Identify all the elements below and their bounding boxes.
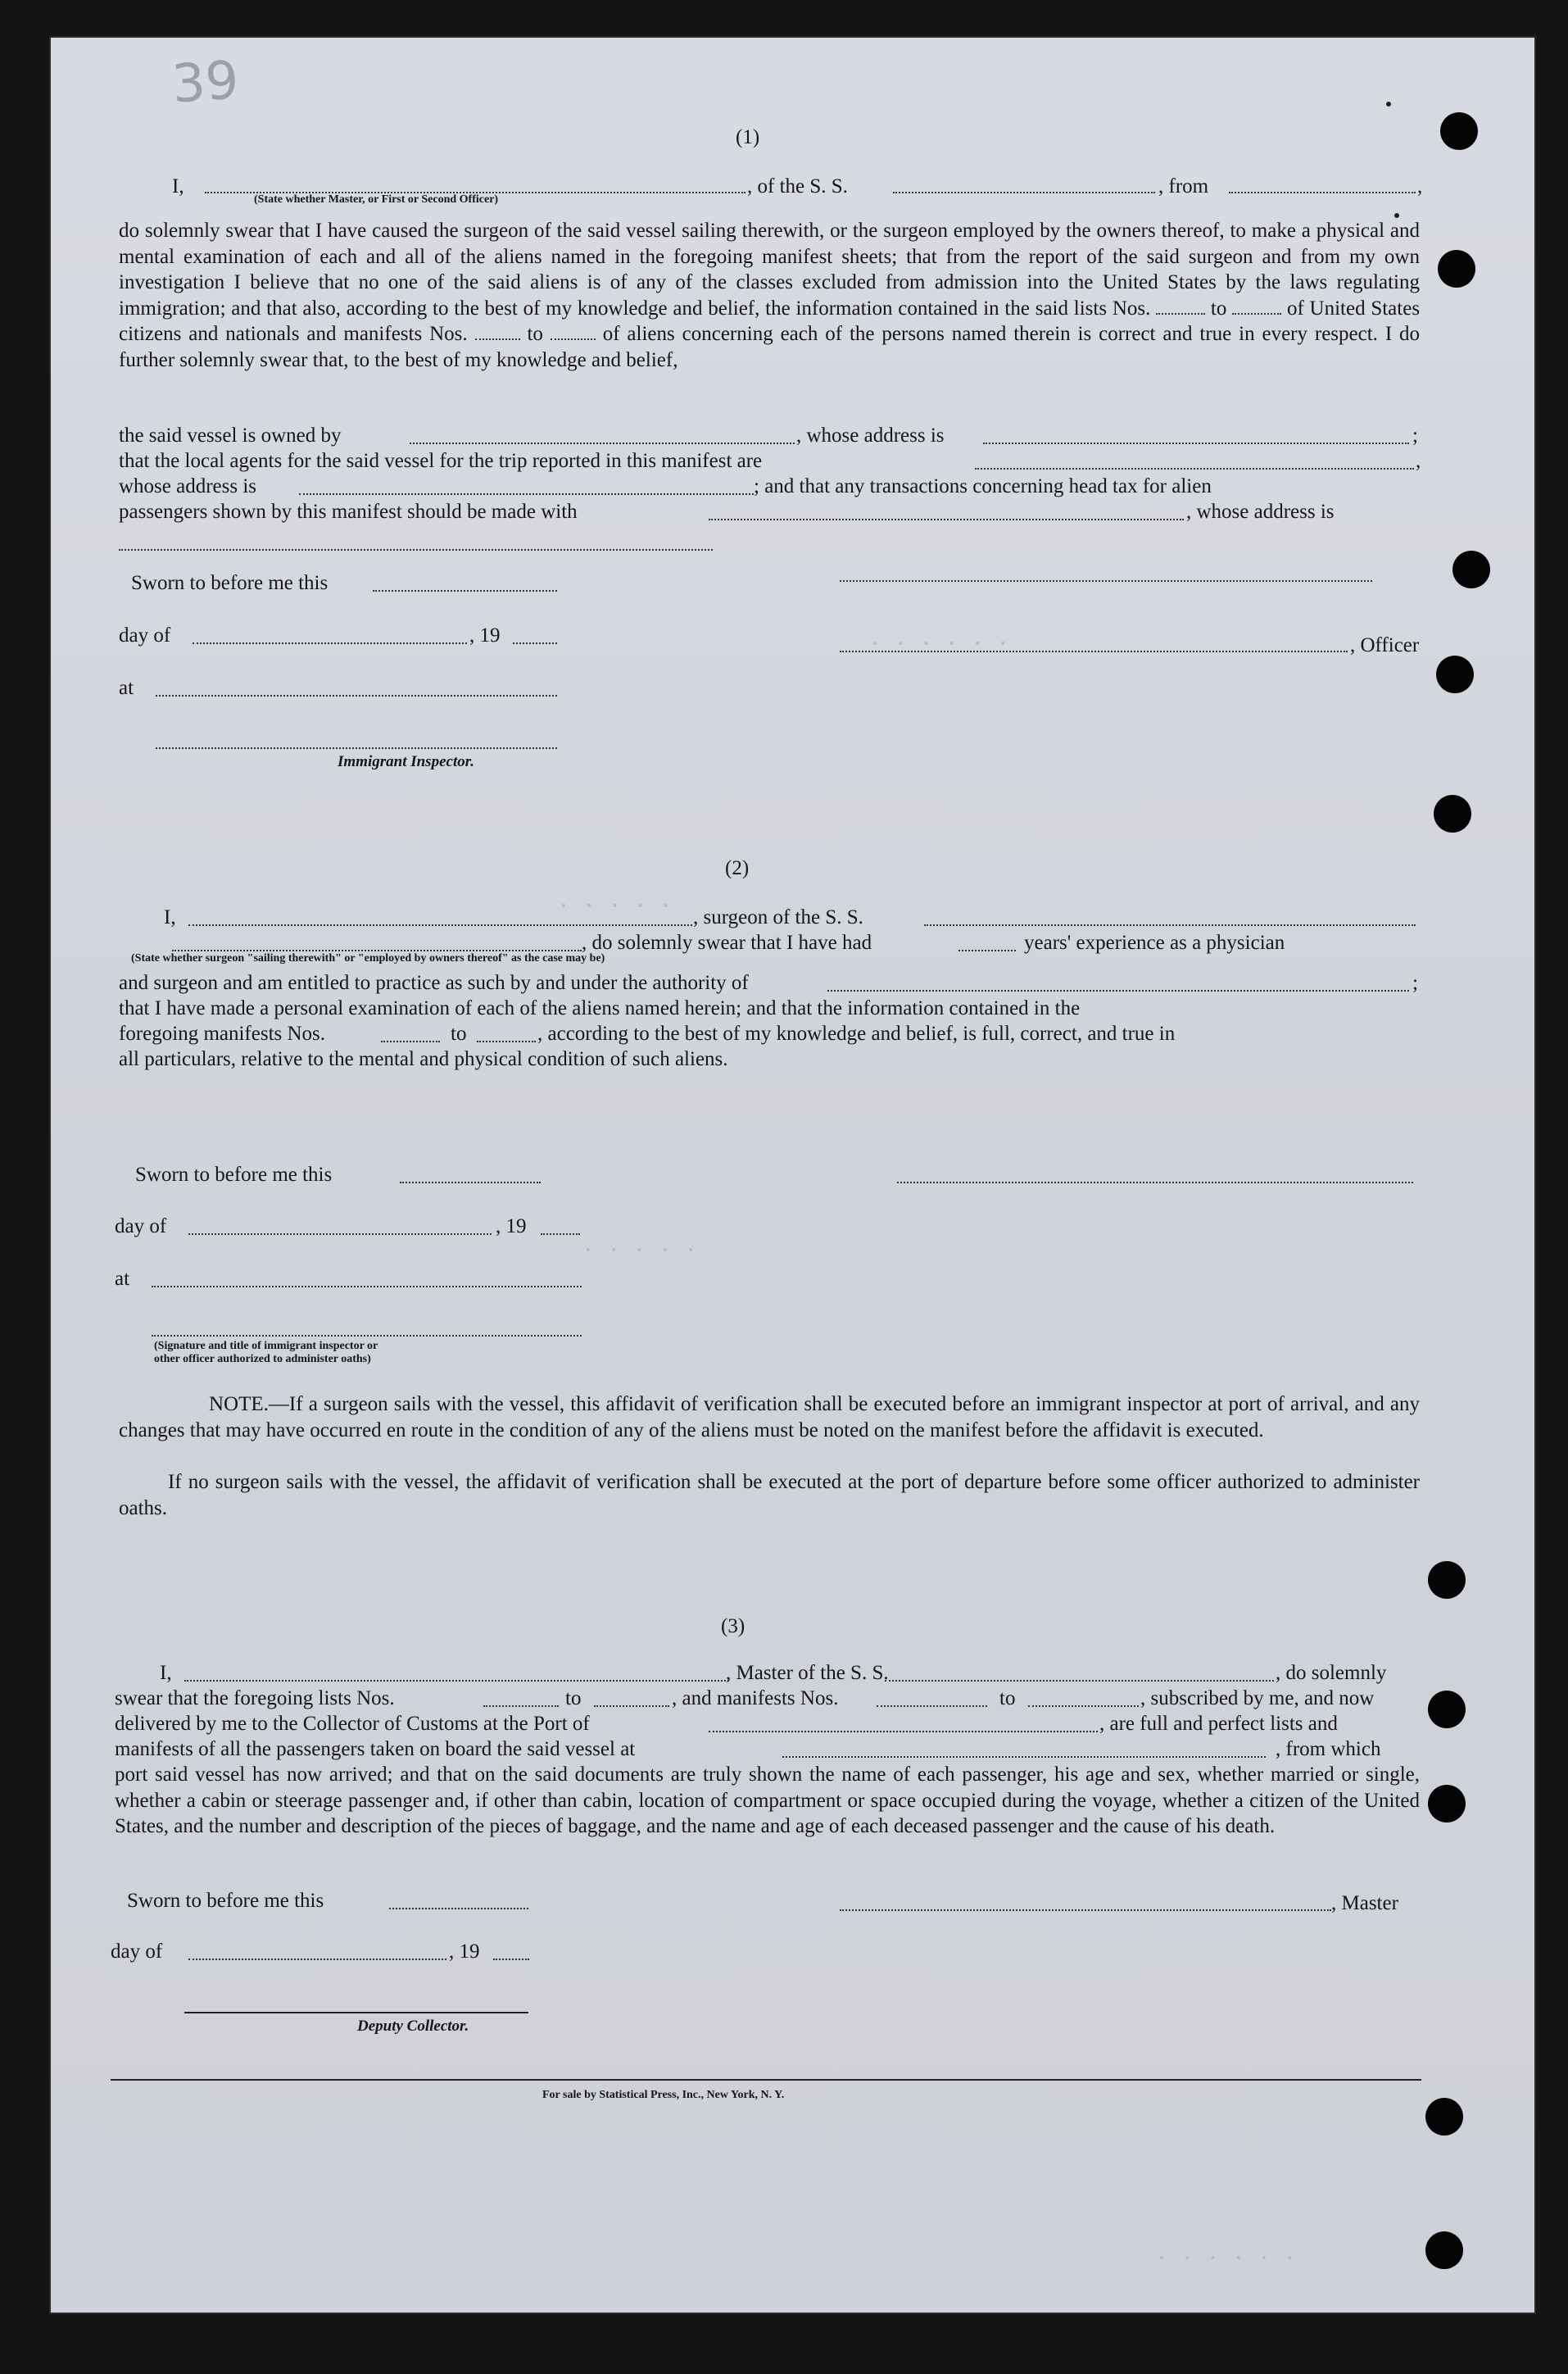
section2-year-field xyxy=(541,1233,580,1235)
surgeon-capacity-field xyxy=(172,950,582,951)
section2-right-line xyxy=(897,1182,1413,1183)
authority-semicolon: ; xyxy=(1412,972,1418,994)
owner-address-label: , whose address is xyxy=(796,424,945,447)
surgeon-swear-text: , do solemnly swear that I have had xyxy=(582,932,872,954)
section2-day-of: day of xyxy=(115,1215,167,1237)
immigrant-inspector-label: Immigrant Inspector. xyxy=(338,753,474,770)
binder-hole xyxy=(1440,112,1478,150)
section3-number: (3) xyxy=(721,1615,745,1637)
section1-day-field xyxy=(193,642,467,644)
section1-oath-paragraph xyxy=(119,218,1420,373)
from-port-field xyxy=(1229,192,1416,193)
section3-year: , 19 xyxy=(449,1941,480,1963)
according-text: , according to the best of my knowledge and belief, is full, correct, and true in xyxy=(537,1023,1176,1045)
bleed-through-text-2: . . . . . xyxy=(557,888,673,913)
foregoing-manifests-text: foregoing manifests Nos. xyxy=(119,1023,326,1045)
binder-hole xyxy=(1428,1691,1466,1728)
head-tax-address-label: , whose address is xyxy=(1186,501,1335,523)
section2-from-field xyxy=(381,1041,440,1042)
manifests-of-text: manifests of all the passengers taken on board the said vessel at xyxy=(115,1738,636,1760)
note-paragraph-1: NOTE.—If a surgeon sails with the vessel, this affidavit of verification shall be executed before an immigrant inspector at port of arrival, and any changes that may have occurred en route in the condition of any of the aliens must be noted on the manifest before the affidavit is executed. xyxy=(119,1393,1420,1441)
bleed-through-text-1: . . . . . . xyxy=(868,626,1010,651)
years-experience-field xyxy=(958,950,1016,951)
vessel-name-field xyxy=(893,192,1155,193)
section2-at-field xyxy=(152,1286,582,1287)
section1-sworn-field xyxy=(373,590,557,592)
section1-from: , from xyxy=(1158,175,1209,197)
section3-day-of: day of xyxy=(111,1941,163,1963)
section3-oath-paragraph: port said vessel has now arrived; and that on the said documents are truly shown the name of each passenger, his age and sex, whether married or single, whether a cabin or steerage passenger and, if other than cabin, location of compartment or space occupied during the voyage, whether a citizen of the United States, and the number and description of the pieces of baggage, and the name and age of each deceased passenger and the cause of his death. xyxy=(115,1763,1420,1837)
collector-port-field xyxy=(709,1731,1098,1732)
section3-list-from-field xyxy=(483,1705,559,1707)
section2-state-note: (State whether surgeon "sailing therewith" or "employed by owners thereof" as the case may be) xyxy=(131,952,605,965)
section1-I: I, xyxy=(172,175,184,197)
do-solemnly-text: , do solemnly xyxy=(1276,1662,1387,1684)
owner-address-field xyxy=(983,443,1409,444)
section1-at: at xyxy=(119,677,134,699)
binder-hole xyxy=(1438,250,1475,288)
transactions-text: ; and that any transactions concerning head tax for alien xyxy=(754,475,1212,497)
head-tax-agent-field xyxy=(709,519,1184,520)
section1-para-part2: of United States citizens and nationals and manifests Nos. xyxy=(119,297,1421,345)
section2-sworn-field xyxy=(400,1182,541,1183)
agent-address-field xyxy=(299,493,754,495)
section3-manifest-from-field xyxy=(877,1705,987,1707)
surgeon-name-field xyxy=(188,924,692,926)
inspector-signature-line xyxy=(156,747,557,749)
master-of-label: , Master of the S. S. xyxy=(726,1662,889,1684)
binder-hole xyxy=(1425,2098,1463,2136)
deputy-collector-label: Deputy Collector. xyxy=(357,2018,469,2035)
section2-day-field xyxy=(188,1233,492,1235)
section3-manifest-to-field xyxy=(1028,1705,1139,1707)
authority-field xyxy=(827,990,1409,992)
section1-to: to xyxy=(1210,297,1227,320)
footer-printer-note: For sale by Statistical Press, Inc., New York, N. Y. xyxy=(542,2089,785,2101)
section1-of-ss: , of the S. S. xyxy=(747,175,848,197)
footer-rule xyxy=(111,2079,1421,2081)
local-agents-field xyxy=(975,468,1414,470)
section1-year-field xyxy=(513,642,557,644)
agent-address-label: whose address is xyxy=(119,475,257,497)
alien-manifest-to-field xyxy=(551,332,596,340)
and-manifests-text: , and manifests Nos. xyxy=(672,1687,839,1709)
binder-hole xyxy=(1428,1785,1466,1822)
local-agents-comma: , xyxy=(1416,450,1421,472)
head-tax-address-field xyxy=(119,549,713,551)
surgeon-of-label: , surgeon of the S. S. xyxy=(693,906,863,928)
delivered-text: delivered by me to the Collector of Customs at the Port of xyxy=(115,1713,590,1735)
years-experience-text: years' experience as a physician xyxy=(1024,932,1285,954)
section3-year-field xyxy=(493,1959,529,1960)
swear-lists-text: swear that the foregoing lists Nos. xyxy=(115,1687,395,1709)
section1-to-2: to xyxy=(527,323,543,345)
officer-label: , Officer xyxy=(1350,634,1420,656)
binder-hole xyxy=(1425,2231,1463,2269)
section3-sworn-label: Sworn to before me this xyxy=(127,1890,324,1912)
particulars-text: all particulars, relative to the mental and physical condition of such aliens. xyxy=(119,1048,728,1070)
officer-signature-top-line xyxy=(840,580,1372,582)
section2-year: , 19 xyxy=(496,1215,527,1237)
local-agents-label: that the local agents for the said vessel for the trip reported in this manifest are xyxy=(119,450,763,472)
master-signature-line xyxy=(840,1909,1331,1911)
passengers-text: passengers shown by this manifest should be made with xyxy=(119,501,578,523)
section3-master-name-field xyxy=(184,1680,729,1682)
speck-mark xyxy=(1386,102,1391,107)
section2-sworn-label: Sworn to before me this xyxy=(135,1164,333,1186)
section2-number: (2) xyxy=(725,857,750,879)
section2-I: I, xyxy=(164,906,176,928)
citizen-list-from-field xyxy=(1156,306,1205,315)
section1-at-field xyxy=(156,695,557,697)
section1-day-of: day of xyxy=(119,624,171,647)
section1-para-part1: do solemnly swear that I have caused the surgeon of the said vessel sailing therewith, or the surgeon employed by the owners thereof, to make a physical and mental examination of each and all of the aliens named in the foregoing manifest sheets; that from the report of the said surgeon and from my own investigation I believe that no one of the said aliens is of any of the classes excluded from admission into the United States by the laws regulating immigration; and that also, according to the best of my knowledge and belief, the information contained in the said lists Nos. xyxy=(119,220,1420,320)
manifest-affidavit-sheet xyxy=(49,36,1536,2314)
speck-mark xyxy=(1394,213,1399,218)
embarkation-port-field xyxy=(782,1756,1266,1758)
section1-state-note: (State whether Master, or First or Second Officer) xyxy=(254,193,499,206)
section2-to: to xyxy=(451,1023,467,1045)
officer-signature-line xyxy=(840,651,1348,652)
section2-signature-line xyxy=(152,1335,582,1337)
deputy-signature-line xyxy=(184,2012,528,2013)
section3-vessel-field xyxy=(885,1680,1274,1682)
section3-to-2: to xyxy=(999,1687,1016,1709)
section1-para-part3: of aliens concerning each of the persons named therein is correct and true in every respect. I do further solemnly swear that, to the best of my knowledge and belief, xyxy=(119,323,1421,371)
section1-number: (1) xyxy=(736,126,760,148)
pencil-page-mark: 39 xyxy=(170,50,241,116)
section3-day-field xyxy=(188,1959,446,1960)
section2-vessel-field xyxy=(924,924,1416,926)
master-label: , Master xyxy=(1331,1892,1398,1914)
section1-comma: , xyxy=(1417,175,1423,197)
alien-manifest-from-field xyxy=(475,332,520,340)
binder-hole xyxy=(1434,795,1471,833)
full-perfect-text: , are full and perfect lists and xyxy=(1099,1713,1338,1735)
section3-sworn-field xyxy=(389,1908,528,1909)
section2-at: at xyxy=(115,1268,130,1290)
subscribed-text: , subscribed by me, and now xyxy=(1140,1687,1375,1709)
section3-to: to xyxy=(565,1687,582,1709)
binder-hole xyxy=(1452,551,1490,588)
binder-hole xyxy=(1436,656,1474,693)
binder-hole xyxy=(1428,1561,1466,1599)
section1-sworn-label: Sworn to before me this xyxy=(131,572,329,594)
section3-list-to-field xyxy=(594,1705,669,1707)
from-which-text: , from which xyxy=(1276,1738,1381,1760)
section2-to-field xyxy=(477,1041,536,1042)
section3-I: I, xyxy=(160,1662,172,1684)
note-paragraph-2: If no surgeon sails with the vessel, the affidavit of verification shall be executed at the port of departure before some officer authorized to administer oaths. xyxy=(119,1471,1420,1519)
owner-field xyxy=(410,443,795,444)
bleed-through-text-4: . . . . . . xyxy=(1155,2240,1297,2265)
citizen-list-to-field xyxy=(1232,306,1281,315)
section2-signature-note: (Signature and title of immigrant inspector or other officer authorized to administer oaths) xyxy=(154,1340,378,1365)
section1-year: , 19 xyxy=(469,624,501,647)
authority-text: and surgeon and am entitled to practice as such by and under the authority of xyxy=(119,972,749,994)
personal-exam-text: that I have made a personal examination of each of the aliens named herein; and that the information contained in the xyxy=(119,997,1081,1019)
owner-semicolon: ; xyxy=(1412,424,1418,447)
bleed-through-text-3: . . . . . xyxy=(582,1232,697,1257)
owned-by-label: the said vessel is owned by xyxy=(119,424,342,447)
